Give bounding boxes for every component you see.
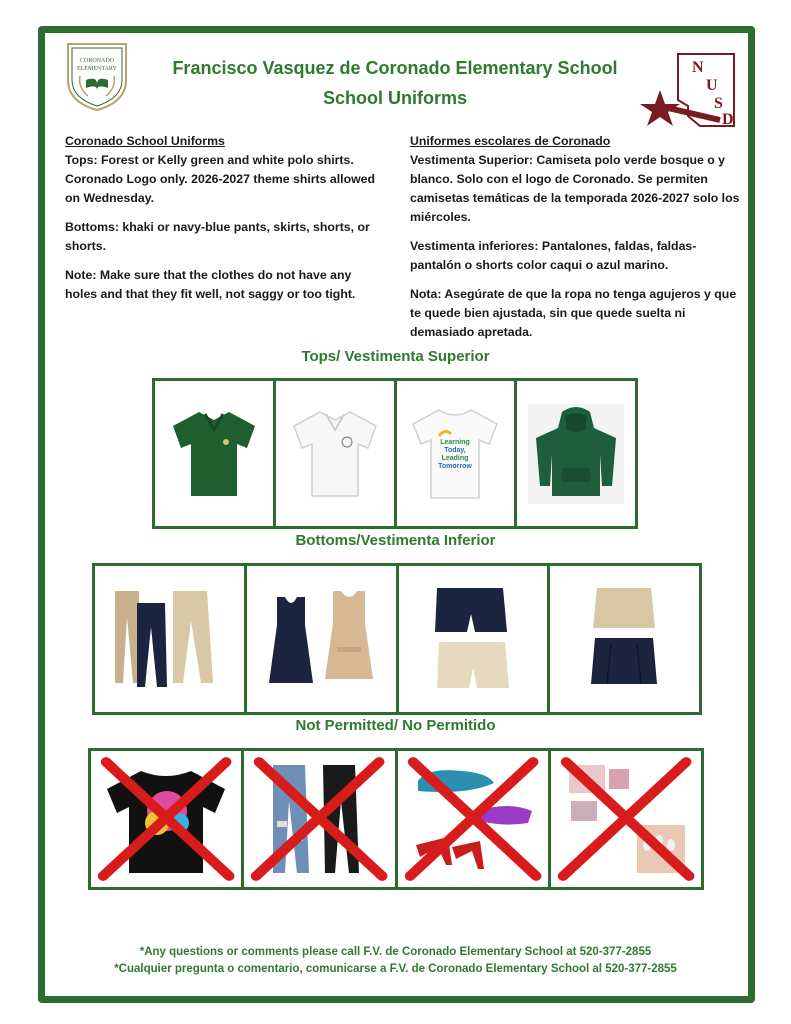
theme-shirt-cell <box>397 381 518 526</box>
theme-text-3: Leading <box>441 454 469 462</box>
nusd-letter-n: N <box>692 59 704 76</box>
logo-text-line2: ELEMENTARY <box>77 66 117 72</box>
red-x-mark-1 <box>91 751 241 887</box>
logo-text-line1: CORONADO <box>79 58 115 64</box>
white-polo-cell <box>276 381 397 526</box>
nusd-letter-s: S <box>714 95 723 112</box>
shoes-cell <box>398 751 551 887</box>
green-hoodie-icon <box>528 404 624 504</box>
english-heading: Coronado School Uniforms <box>65 134 225 148</box>
theme-text-4: Tomorrow <box>438 462 473 470</box>
red-x-mark-4 <box>551 751 701 887</box>
green-polo-cell <box>155 381 276 526</box>
nails-cell <box>551 751 701 887</box>
theme-t-shirt-icon <box>409 404 501 504</box>
nusd-logo <box>640 50 736 130</box>
jeans-cell <box>244 751 397 887</box>
coronado-crest-logo <box>62 40 132 112</box>
red-x-mark-3 <box>398 751 548 887</box>
page-title: Francisco Vasquez de Coronado Elementary School <box>172 58 618 78</box>
green-polo-shirt-icon <box>169 406 259 502</box>
not-permitted-section-title: Not Permitted/ No Permitido <box>295 717 496 734</box>
shorts-icon <box>423 584 523 694</box>
theme-text-1: Learning <box>440 438 471 446</box>
jumpers-cell <box>247 566 399 712</box>
english-note: Note: Make sure that the clothes do not have any holes and that they fit well, not saggy or too tight. <box>65 268 356 301</box>
not-permitted-grid <box>88 748 704 890</box>
spanish-note: Nota: Asegúrate de que la ropa no tenga agujeros y que te quede bien ajustada, sin que quede suelta ni demasiado apretada. <box>410 287 737 339</box>
bottoms-section-title: Bottoms/Vestimenta Inferior <box>295 532 496 549</box>
hoodie-cell <box>517 381 635 526</box>
theme-text-2: Today, <box>444 446 467 454</box>
shorts-cell <box>399 566 551 712</box>
tops-grid <box>152 378 638 529</box>
spanish-column <box>410 132 740 352</box>
skirts-icon <box>585 584 665 694</box>
page-subtitle: School Uniforms <box>322 88 467 108</box>
english-bottoms: Bottoms: khaki or navy-blue pants, skirts, shorts, or shorts. <box>65 220 370 253</box>
spanish-bottoms: Vestimenta inferiores: Pantalones, faldas, faldas-pantalón o shorts color caqui o azul marino. <box>410 239 697 272</box>
skirts-cell <box>550 566 699 712</box>
nusd-letter-d: D <box>722 111 734 128</box>
footer-spanish: *Cualquier pregunta o comentario, comunicarse a F.V. de Coronado Elementary School al 520-377-2855 <box>114 963 677 975</box>
pants-cell <box>95 566 247 712</box>
footer-english: *Any questions or comments please call F.V. de Coronado Elementary School at 520-377-2855 <box>139 946 652 958</box>
white-polo-shirt-icon <box>290 406 380 502</box>
spanish-heading: Uniformes escolares de Coronado <box>410 134 611 148</box>
pants-icon <box>109 587 229 691</box>
graphic-tshirt-cell <box>91 751 244 887</box>
english-tops: Tops: Forest or Kelly green and white polo shirts. Coronado Logo only. 2026-2027 theme shirts allowed on Wednesday. <box>65 153 375 205</box>
tops-section-title: Tops/ Vestimenta Superior <box>301 348 490 365</box>
english-column <box>65 132 385 314</box>
red-x-mark-2 <box>244 751 394 887</box>
spanish-tops: Vestimenta Superior: Camiseta polo verde bosque o y blanco. Solo con el logo de Coronado. Se permiten camisetas temáticas de la temporada 2026-2027 solo los miércoles. <box>410 153 740 224</box>
jumper-dresses-icon <box>261 587 381 691</box>
nusd-letter-u: U <box>706 77 718 94</box>
bottoms-grid <box>92 563 702 715</box>
